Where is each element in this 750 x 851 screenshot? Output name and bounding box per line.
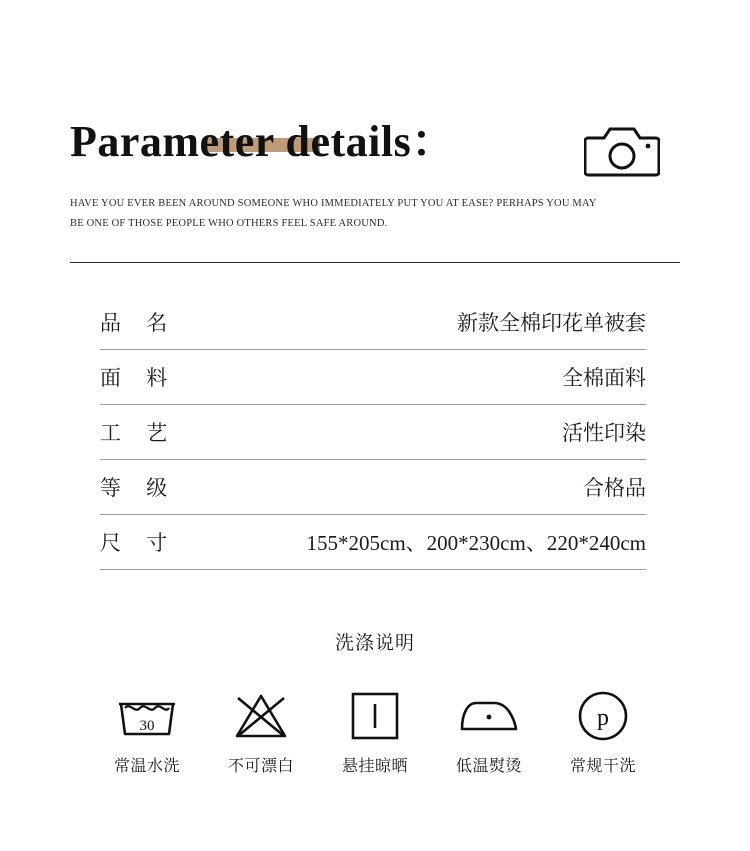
spec-table bbox=[100, 295, 646, 570]
spec-label: 面 料 bbox=[100, 366, 178, 390]
table-row bbox=[100, 460, 646, 515]
wash-label: 低温熨烫 bbox=[455, 758, 522, 775]
spec-value: 活性印染 bbox=[562, 421, 646, 445]
table-row bbox=[100, 405, 646, 460]
spec-label: 尺 寸 bbox=[100, 531, 178, 555]
svg-text:30: 30 bbox=[139, 718, 155, 734]
list-item bbox=[95, 685, 199, 776]
table-row bbox=[100, 295, 646, 350]
washing-heading: 洗涤说明 bbox=[334, 633, 415, 654]
list-item bbox=[209, 685, 313, 776]
spec-label: 等 级 bbox=[100, 476, 178, 500]
line-dry-icon bbox=[323, 685, 427, 747]
subtitle-line-1: HAVE YOU EVER BEEN AROUND SOMEONE WHO IMMEDIATELY PUT YOU AT EASE? PERHAPS YOU MAY bbox=[70, 198, 597, 209]
title-row bbox=[70, 110, 680, 180]
spec-value: 155*205cm、200*230cm、220*240cm bbox=[306, 531, 646, 555]
low-iron-icon bbox=[437, 685, 541, 747]
header-subtitle bbox=[70, 194, 680, 234]
list-item bbox=[551, 685, 655, 776]
table-row bbox=[100, 350, 646, 405]
spec-label: 工 艺 bbox=[100, 421, 178, 445]
wash-label: 悬挂晾晒 bbox=[341, 758, 408, 775]
washing-icon-list bbox=[95, 685, 655, 776]
list-item bbox=[437, 685, 541, 776]
page-title: Parameter details： bbox=[70, 117, 456, 166]
wash-tub-30-icon bbox=[95, 685, 199, 747]
wash-label: 常规干洗 bbox=[569, 758, 636, 775]
camera-icon bbox=[584, 122, 660, 178]
spec-value: 新款全棉印花单被套 bbox=[457, 311, 646, 335]
spec-value: 全棉面料 bbox=[562, 366, 646, 390]
no-bleach-icon bbox=[209, 685, 313, 747]
list-item bbox=[323, 685, 427, 776]
dry-clean-p-icon bbox=[551, 685, 655, 747]
header bbox=[70, 110, 680, 234]
subtitle-line-2: BE ONE OF THOSE PEOPLE WHO OTHERS FEEL SAFE AROUND. bbox=[70, 218, 388, 229]
spec-label: 品 名 bbox=[100, 311, 178, 335]
wash-label: 常温水洗 bbox=[113, 758, 180, 775]
svg-text:p: p bbox=[597, 705, 609, 731]
table-row bbox=[100, 515, 646, 570]
header-divider bbox=[70, 262, 680, 263]
spec-value: 合格品 bbox=[583, 476, 646, 500]
wash-label: 不可漂白 bbox=[227, 758, 294, 775]
